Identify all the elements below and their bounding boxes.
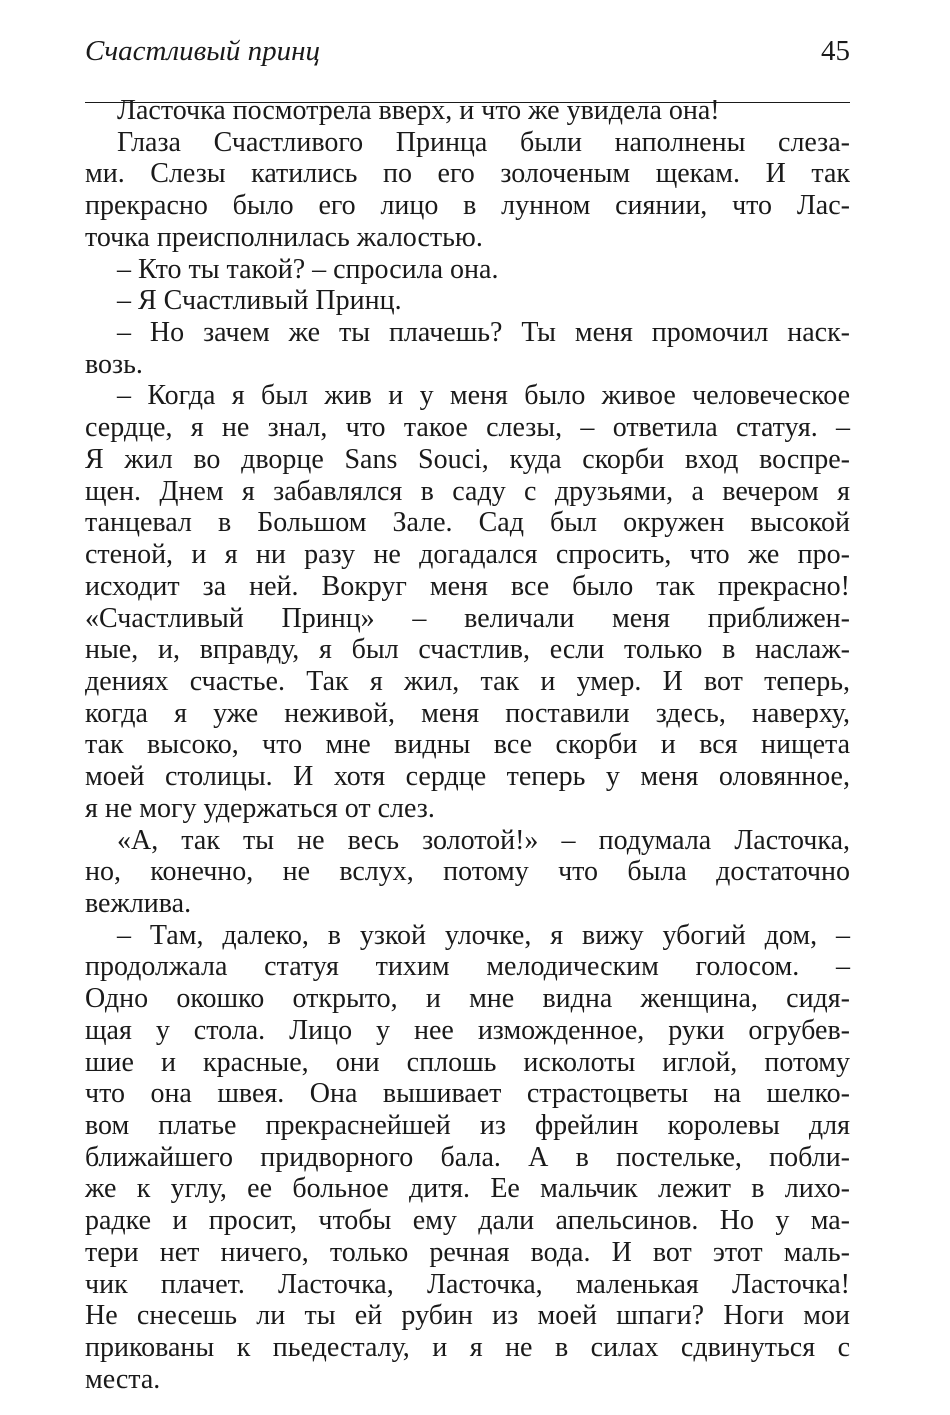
text-line: сердце, я не знал, что такое слезы, – ответила статуя. – [85, 412, 850, 444]
text-line: места. [85, 1363, 161, 1395]
text-line: возь. [85, 348, 143, 380]
text-line: но, конечно, не вслух, потому что была достаточно [85, 856, 850, 888]
text-line: – Кто ты такой? – спросила она. [117, 253, 499, 285]
text-line: прекрасно было его лицо в лунном сиянии, что Лас- [85, 190, 850, 222]
text-line: щая у стола. Лицо у нее изможденное, руки огрубев- [85, 1014, 850, 1046]
text-line: – Но зачем же ты плачешь? Ты меня промочил наск- [117, 317, 850, 349]
text-line: продолжала статуя тихим мелодическим голосом. – [85, 951, 850, 983]
text-line: же к углу, ее больное дитя. Ее мальчик лежит в лихо- [85, 1173, 850, 1205]
text-line: моей столицы. И хотя сердце теперь у меня оловянное, [85, 761, 850, 793]
text-line: щен. Днем я забавлялся в саду с друзьями, а вечером я [85, 475, 850, 507]
text-line: Глаза Счастливого Принца были наполнены слеза- [117, 126, 850, 158]
text-line: танцевал в Большом Зале. Сад был окружен высокой [85, 507, 850, 539]
text-line: «А, так ты не весь золотой!» – подумала Ласточка, [117, 824, 850, 856]
text-line: я не могу удержаться от слез. [85, 792, 435, 824]
text-line: Ласточка посмотрела вверх, и что же увидела она! [117, 95, 720, 126]
text-line: что она швея. Она вышивает страстоцветы на шелко- [85, 1078, 850, 1110]
text-line: шие и красные, они сплошь исколоты иглой, потому [85, 1046, 850, 1078]
text-line: прикованы к пьедесталу, и я не в силах сдвинуться с [85, 1332, 850, 1364]
text-line: чик плачет. Ласточка, Ласточка, маленькая Ласточка! [85, 1268, 850, 1300]
text-line: Одно окошко открыто, и мне видна женщина, сидя- [85, 983, 850, 1015]
text-line: вом платье прекраснейшей из фрейлин королевы для [85, 1110, 850, 1141]
text-line: вежлива. [85, 887, 192, 919]
text-line: тери нет ничего, только речная вода. И вот этот маль- [85, 1236, 850, 1268]
text-line: точка преисполнилась жалостью. [85, 221, 483, 253]
text-line: Не снесешь ли ты ей рубин из моей шпаги? Ноги мои [85, 1300, 850, 1332]
text-line: исходит за ней. Вокруг меня все было так прекрасно! [85, 570, 850, 602]
body-text [85, 95, 850, 1395]
running-head [85, 32, 850, 76]
text-line: ми. Слезы катились по его золоченым щекам. И так [85, 158, 850, 190]
running-title: Счастливый принц [85, 35, 321, 67]
text-line: так высоко, что мне видны все скорби и вся нищета [85, 729, 850, 761]
text-line: дениях счастье. Так я жил, так и умер. И вот теперь, [85, 665, 850, 697]
page-number: 45 [821, 35, 850, 67]
text-line: «Счастливый Принц» – величали меня приближен- [85, 602, 850, 634]
book-page [85, 0, 850, 1415]
text-line: ближайшего придворного бала. А в постельке, побли- [85, 1141, 850, 1173]
text-line: когда я уже неживой, меня поставили здесь, наверху, [85, 697, 850, 729]
text-line: – Когда я был жив и у меня было живое человеческое [117, 380, 850, 412]
text-line: ные, и, вправду, я был счастлив, если только в наслаж- [85, 634, 850, 666]
text-line: стеной, и я ни разу не догадался спросить, что же про- [85, 539, 850, 571]
text-line: Я жил во дворце Sans Souci, куда скорби вход воспре- [85, 443, 850, 475]
text-line: – Там, далеко, в узкой улочке, я вижу убогий дом, – [117, 919, 850, 951]
text-line: – Я Счастливый Принц. [117, 285, 402, 317]
text-line: радке и просит, чтобы ему дали апельсинов. Но у ма- [85, 1205, 850, 1237]
